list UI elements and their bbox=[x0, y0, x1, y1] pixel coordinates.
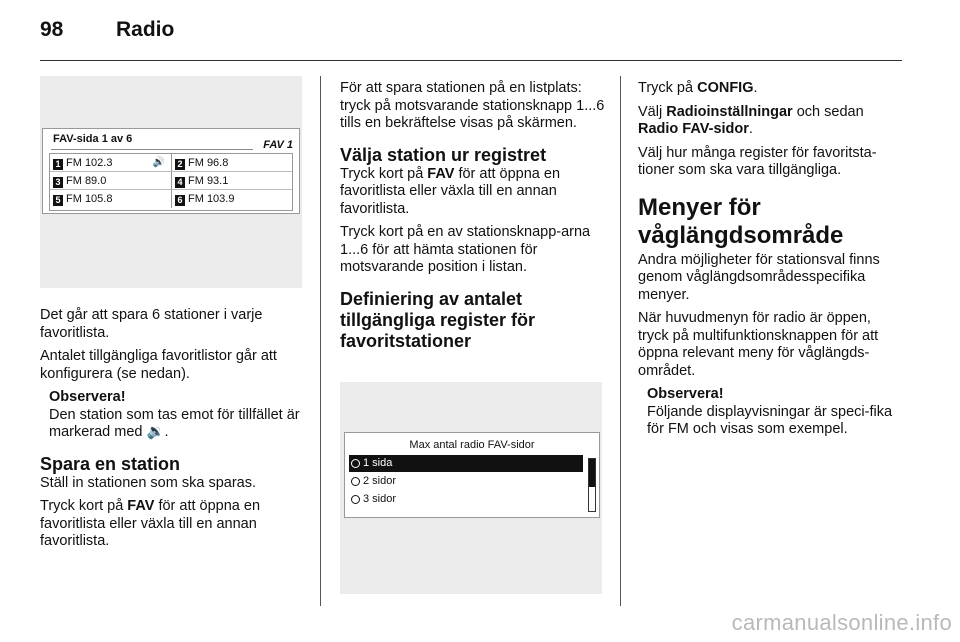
fav-slot-2 bbox=[171, 154, 292, 172]
slot-station: FM 105.8 bbox=[66, 193, 113, 205]
option-3-sidor: 3 sidor bbox=[349, 491, 583, 508]
column-2-text bbox=[340, 80, 608, 352]
option-1-sida: 1 sida bbox=[349, 455, 583, 472]
paragraph: För att spara stationen på en listplats: tryck på motsvarande stationsknapp 1...6 tills en bekräftelse visas på skärmen. bbox=[340, 80, 605, 131]
watermark: carmanualsonline.info bbox=[731, 610, 952, 635]
slot-number-badge: 4 bbox=[175, 177, 185, 188]
menu-keyword: Radioinställningar bbox=[666, 103, 793, 120]
column-divider-2 bbox=[620, 76, 621, 606]
section-heading: Spara en station bbox=[40, 453, 181, 474]
paragraph: Andra möjligheter för stationsval finns genom våglängdsområdesspecifika menyer. bbox=[638, 251, 880, 303]
fav-keyword: FAV bbox=[427, 165, 455, 182]
fav-keyword: FAV bbox=[127, 498, 155, 514]
note-block bbox=[49, 389, 308, 442]
fav-tab-line bbox=[51, 149, 253, 150]
slot-station: FM 89.0 bbox=[66, 175, 107, 187]
config-keyword: CONFIG bbox=[697, 80, 754, 96]
slot-station: FM 96.8 bbox=[188, 157, 229, 169]
slot-number-badge: 3 bbox=[53, 177, 63, 188]
speaker-icon: 🔊 bbox=[152, 157, 165, 168]
paragraph: Välj Radioinställningar och sedan Radio FAV-sidor. bbox=[638, 103, 864, 137]
slot-station: FM 102.3 bbox=[66, 157, 113, 169]
paragraph: När huvudmenyn för radio är öppen, tryck på multifunktionsknappen för att öppna relevant meny för våglängds-området. bbox=[638, 310, 879, 379]
paragraph: Tryck kort på FAV för att öppna en favoritlista eller växla till en annan favoritlista. bbox=[340, 165, 561, 217]
paragraph: Det går att spara 6 stationer i varje favoritlista. bbox=[40, 307, 263, 341]
max-screen-title: Max antal radio FAV-sidor bbox=[409, 439, 535, 451]
fav-screen-title: FAV-sida 1 av 6 bbox=[53, 133, 133, 145]
column-3-text bbox=[638, 80, 902, 445]
fav-screen-figure bbox=[40, 76, 302, 288]
paragraph: Välj hur många register för favoritsta-tioner som ska vara tillgängliga. bbox=[638, 144, 877, 178]
fav-slot-6 bbox=[171, 190, 292, 208]
fav-screen bbox=[42, 128, 300, 214]
note-text: Den station som tas emot för tillfället är markerad med 🔉. bbox=[49, 406, 300, 440]
note-label: Observera! bbox=[647, 386, 724, 402]
fav-slot-4 bbox=[171, 172, 292, 190]
fav-station-grid bbox=[49, 153, 293, 211]
slot-number-badge: 6 bbox=[175, 195, 185, 206]
paragraph: Tryck på CONFIG. bbox=[638, 80, 758, 96]
fav-slot-3 bbox=[50, 172, 171, 190]
chapter-title: Radio bbox=[116, 18, 175, 41]
paragraph: Tryck kort på FAV för att öppna en favoritlista eller växla till en annan favoritlista. bbox=[40, 498, 261, 549]
page-number: 98 bbox=[40, 18, 64, 41]
max-fav-pages-figure bbox=[340, 382, 602, 594]
section-heading-large: Menyer för våglängdsområde bbox=[638, 193, 844, 249]
slot-station: FM 93.1 bbox=[188, 175, 229, 187]
column-divider-1 bbox=[320, 76, 321, 606]
radio-circle-icon bbox=[351, 477, 360, 486]
fav-slot-1 bbox=[50, 154, 171, 172]
paragraph: Ställ in stationen som ska sparas. bbox=[40, 474, 256, 491]
fav-slot-5 bbox=[50, 190, 171, 208]
option-2-sidor: 2 sidor bbox=[349, 473, 583, 490]
max-fav-pages-screen bbox=[344, 432, 600, 518]
paragraph: Tryck kort på en av stationsknapp-arna 1...6 för att hämta stationen för motsvarande position i listan. bbox=[340, 224, 591, 275]
section-heading: Välja station ur registret bbox=[340, 144, 547, 165]
scrollbar bbox=[588, 458, 596, 512]
radio-circle-icon bbox=[351, 495, 360, 504]
scrollbar-thumb bbox=[589, 459, 595, 487]
column-1-text bbox=[40, 307, 308, 557]
section-heading: Definiering av antalet tillgängliga register för favoritstationer bbox=[340, 288, 536, 351]
slot-number-badge: 5 bbox=[53, 195, 63, 206]
menu-keyword: Radio FAV-sidor bbox=[638, 121, 749, 137]
note-block bbox=[647, 386, 902, 439]
slot-number-badge: 1 bbox=[53, 159, 63, 170]
radio-circle-icon bbox=[351, 459, 360, 468]
slot-station: FM 103.9 bbox=[188, 193, 235, 205]
slot-number-badge: 2 bbox=[175, 159, 185, 170]
fav-screen-tab: FAV 1 bbox=[263, 139, 293, 151]
note-label: Observera! bbox=[49, 389, 126, 405]
note-text: Följande displayvisningar är speci-fika för FM och visas som exempel. bbox=[647, 403, 893, 437]
paragraph: Antalet tillgängliga favoritlistor går att konfigurera (se nedan). bbox=[40, 348, 277, 382]
header-rule bbox=[40, 60, 902, 61]
